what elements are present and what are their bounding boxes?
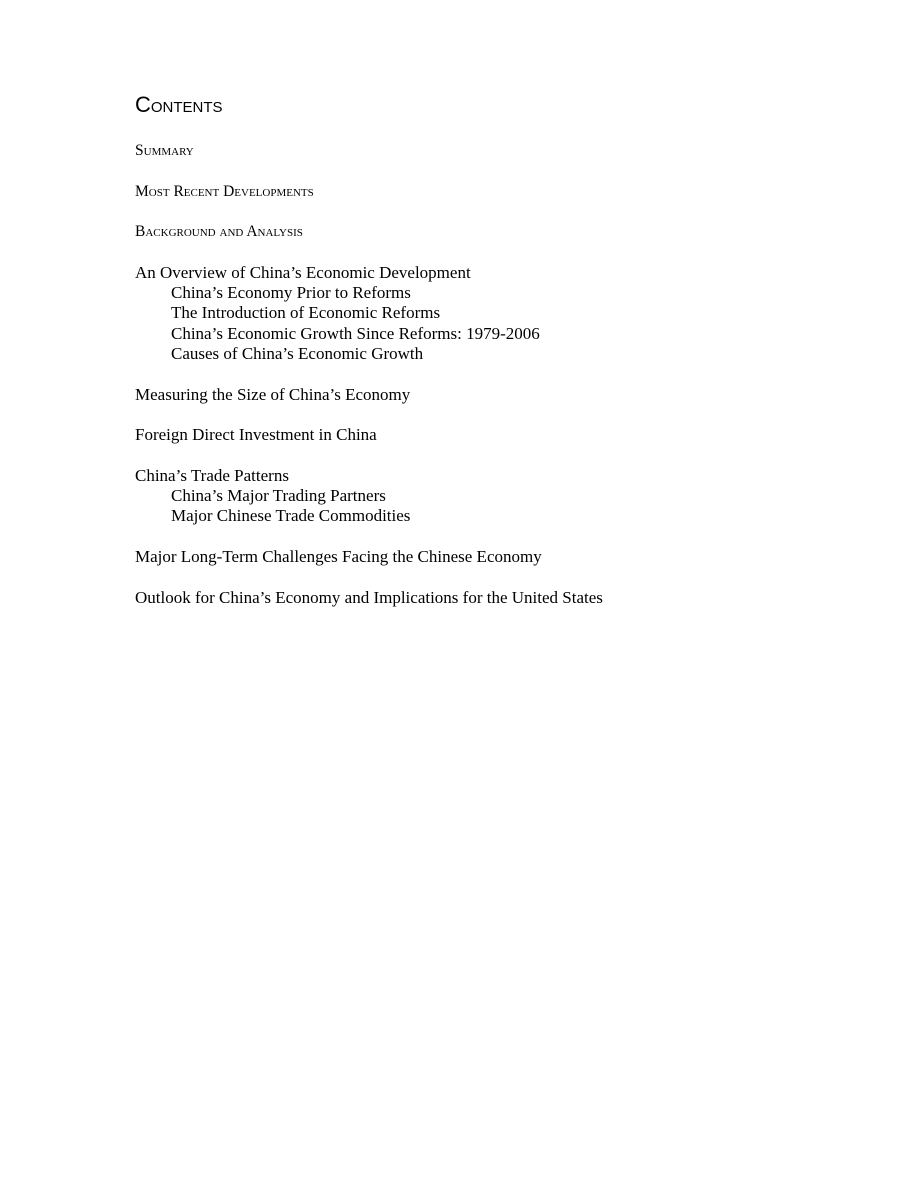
toc-entry-most-recent-developments: Most Recent Developments xyxy=(135,182,314,200)
toc-entry-foreign-direct-investment: Foreign Direct Investment in China xyxy=(135,425,377,445)
toc-entry-measuring-size: Measuring the Size of China’s Economy xyxy=(135,384,411,404)
toc-subentry-trade-commodities: Major Chinese Trade Commodities xyxy=(171,506,411,526)
toc-subentry-economy-prior-to-reforms: China’s Economy Prior to Reforms xyxy=(171,283,411,303)
toc-subentry-introduction-of-reforms: The Introduction of Economic Reforms xyxy=(171,303,441,323)
toc-entry-outlook: Outlook for China’s Economy and Implications for the United States xyxy=(135,587,603,607)
toc-entry-overview: An Overview of China’s Economic Development xyxy=(135,262,471,282)
toc-subentry-major-trading-partners: China’s Major Trading Partners xyxy=(171,486,386,506)
toc-list xyxy=(135,141,603,608)
toc-entry-summary: Summary xyxy=(135,142,194,159)
toc-subentry-causes-of-growth: Causes of China’s Economic Growth xyxy=(171,343,424,363)
toc-subentry-growth-since-reforms: China’s Economic Growth Since Reforms: 1979-2006 xyxy=(171,323,540,343)
toc-entry-trade-patterns: China’s Trade Patterns xyxy=(135,465,289,485)
contents-heading: Contents xyxy=(135,92,223,117)
toc-entry-long-term-challenges: Major Long-Term Challenges Facing the Chinese Economy xyxy=(135,546,542,566)
toc-entry-background-and-analysis: Background and Analysis xyxy=(135,223,303,241)
